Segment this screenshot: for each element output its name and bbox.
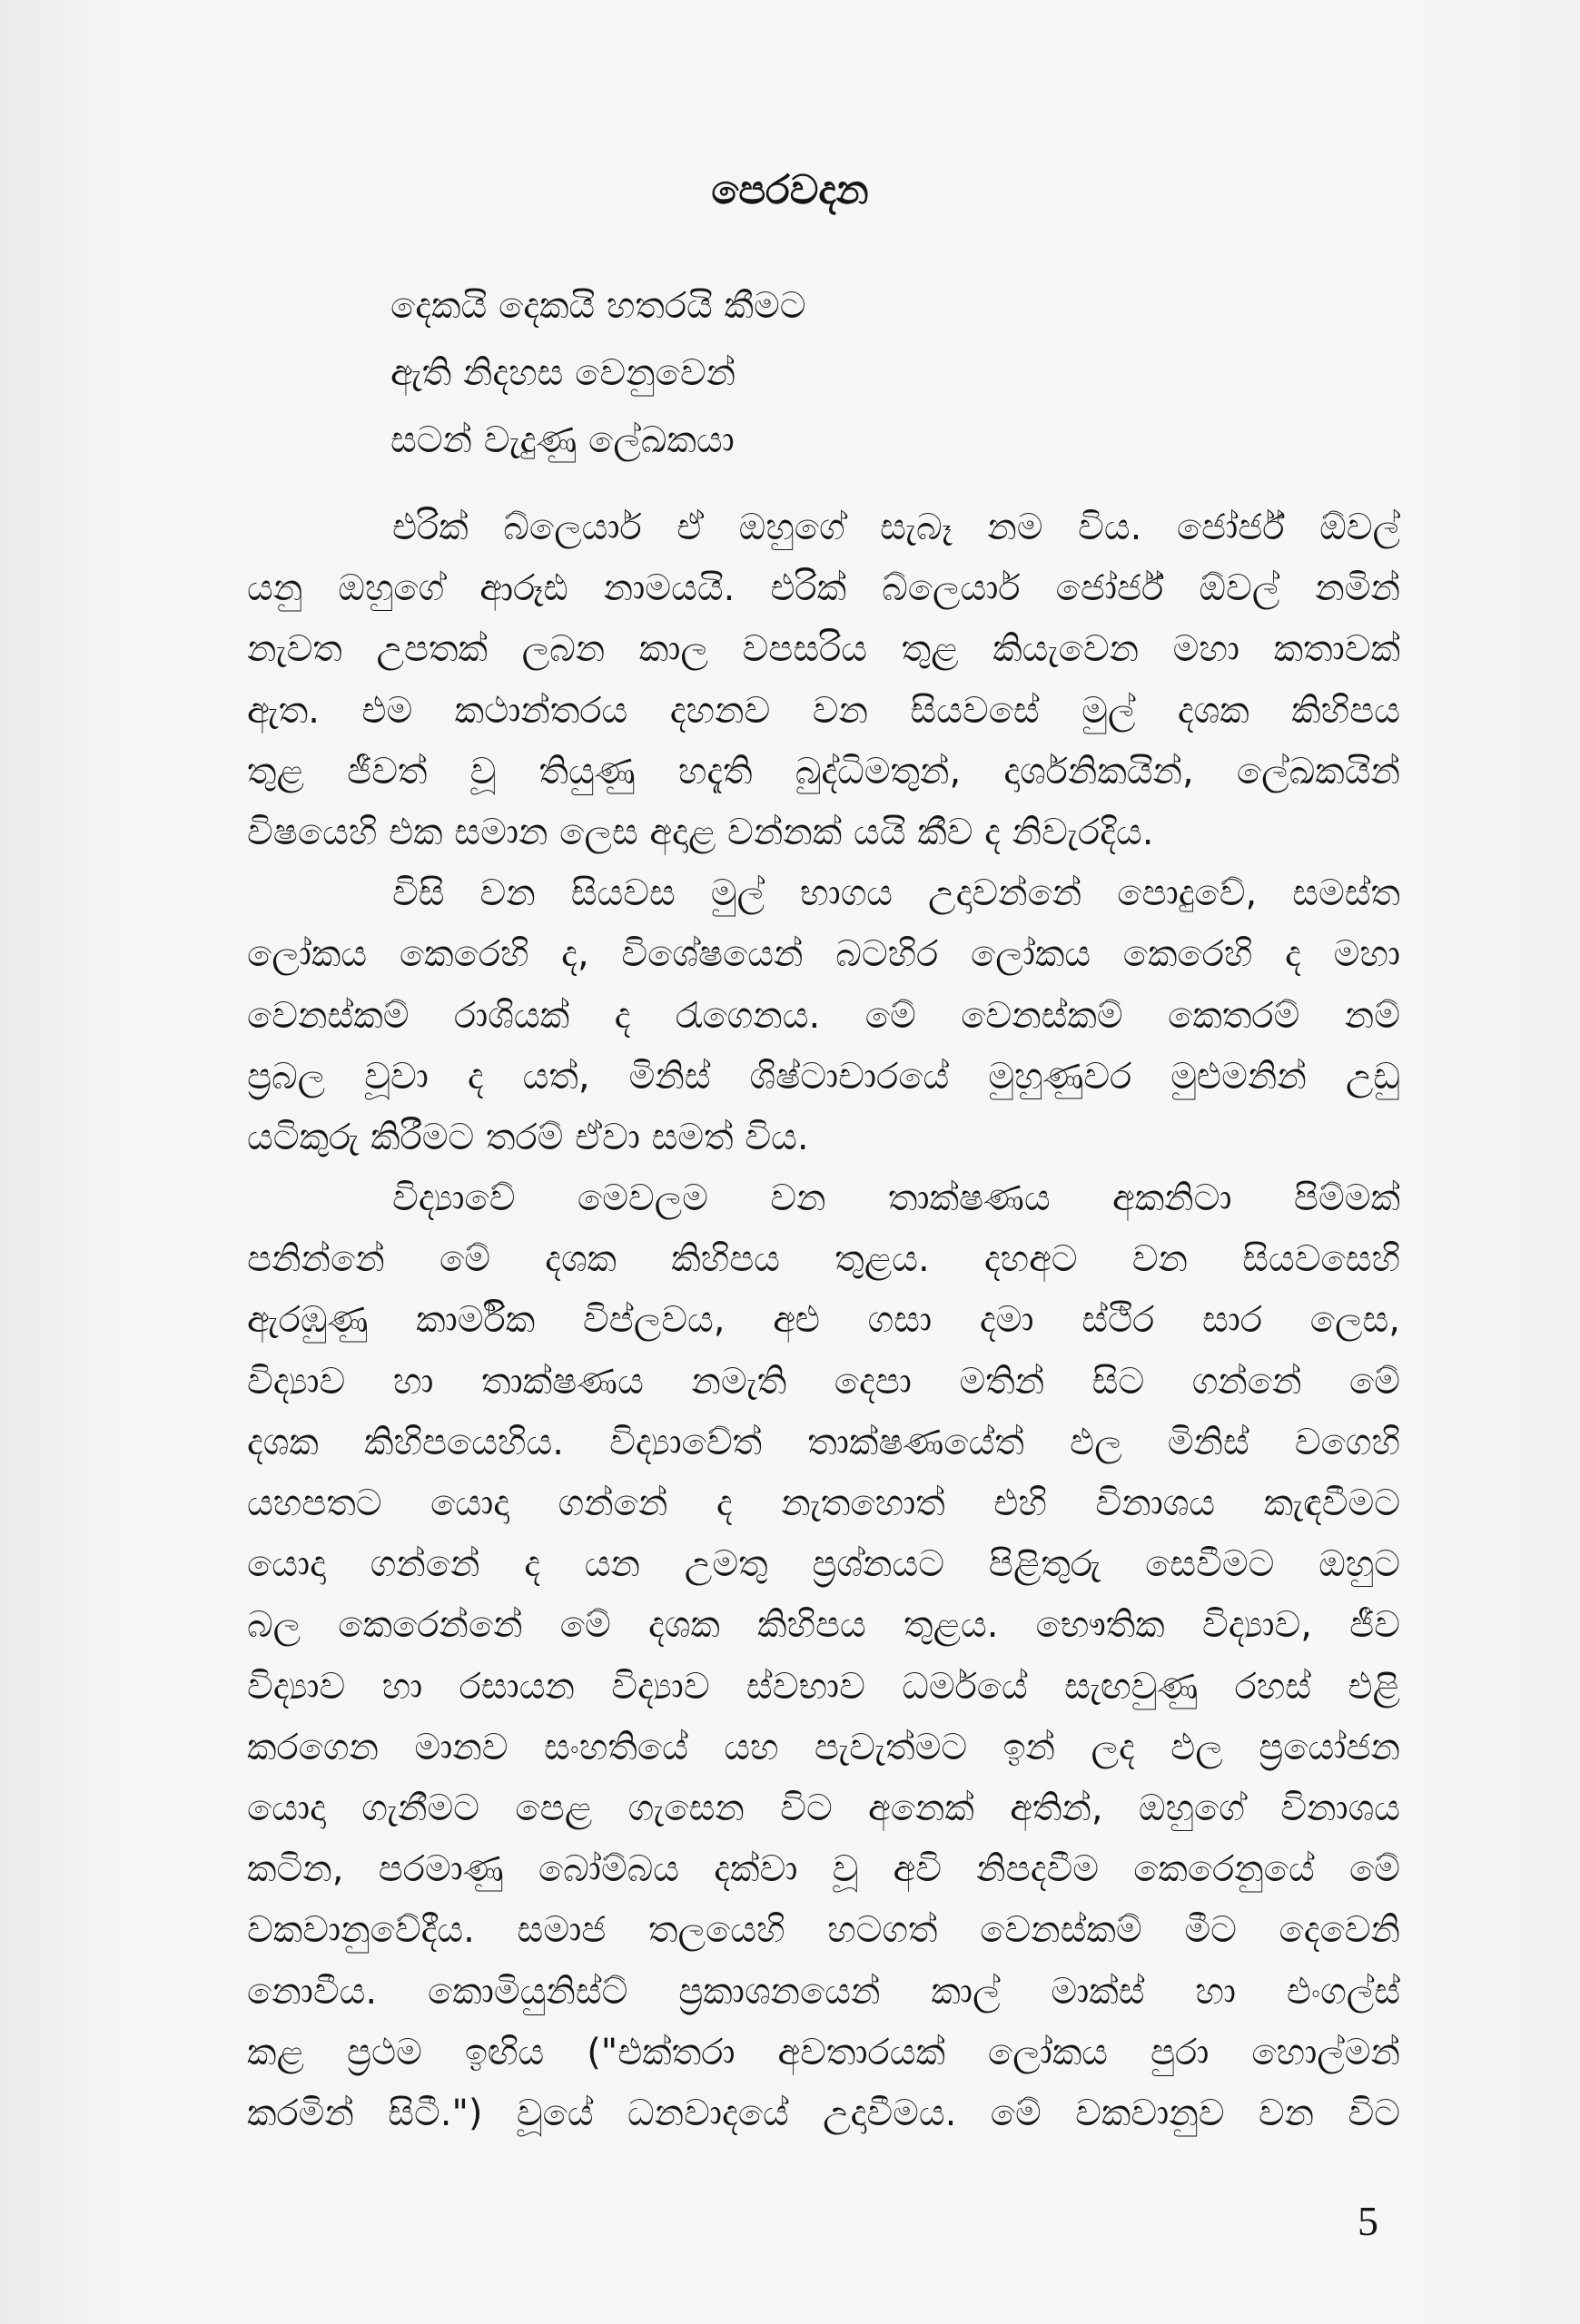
text-line: යටිකුරු කිරීමට තරම් ඒවා සමත් විය. [247,1116,809,1158]
text-line: ඇරඹුණු කාර්මික විප්ලවය, අළු ගසා දමා ස්ථිර සාර ලෙස, [247,1299,1400,1342]
text-line: එරික් බ්ලෙයාර් ඒ ඔහුගේ සැබෑ නම විය. ජෝර්ජ් ඕවල් [392,507,1400,548]
text-line: කරමින් සිටී.") වූයේ ධනවාදයේ උදාවීමය. මේ වකවානුව වන විට [247,2092,1400,2134]
text-line: යනු ඔහුගේ ආරූඪ නාමයයි. එරික් බ්ලෙයාර් ජෝර්ජ් ඕවල් නමින් [247,567,1400,610]
text-line: ප්‍රබල වූවා ද යත්, මිනිස් ශිෂ්ටාචාරයේ මුහුණුවර මුළුමනින් උඩු [247,1055,1400,1098]
paragraph-1 [247,497,1400,863]
page-number: 5 [1358,2198,1378,2244]
text-line: යහපතට යොදා ගන්නේ ද නැතහොත් එහි විනාශය කැඳවීමට [247,1482,1400,1524]
text-line: බල කෙරෙන්නේ මේ දශක කිහිපය තුළය. භෞතික විද්‍යාව, ජීව [247,1604,1400,1647]
text-line: කළ ප්‍රථම ඉඟිය ("එක්තරා අවතාරයක් ලෝකය පුරා හොල්මන් [247,2031,1400,2073]
page-title: පෙරවදන [711,167,869,213]
text-line: විද්‍යාවේ මෙවලම වන තාක්ෂණය අකනිටා පිම්මක් [392,1177,1400,1220]
poem-line: ඇති නිදහස වෙනුවෙන් [390,352,736,394]
text-line: ඇත. එම කථාන්තරය දහනව වන සියවසේ මුල් දශක කිහිපය [247,689,1400,732]
text-line: විද්‍යාව හා තාක්ෂණය නමැති දෙපා මතින් සිට ගන්නේ මේ [247,1360,1400,1403]
paragraph-2 [247,863,1400,1168]
text-line: කටින, පරමාණු බෝම්බය දක්වා වූ අවි නිපදවීම කෙරෙනුයේ මේ [247,1848,1400,1891]
body-text [247,497,1400,2144]
text-line: විෂයෙහි එක සමාන ලෙස අදාළ වන්නක් යයි කීව ද නිවැරදිය. [247,811,1154,853]
text-line: යොදා ගන්නේ ද යන උමතු ප්‍රශ්නයට පිළිතුරු සෙවීමට ඔහුට [247,1543,1400,1586]
text-line: කරගෙන මානව සංහතියේ යහ පැවැත්මට ඉන් ලද ඵල ප්‍රයෝජන [247,1726,1400,1768]
text-line: යොදා ගැනීමට පෙළ ගැසෙන විට අනෙක් අතින්, ඔහුගේ විනාශය [247,1787,1400,1829]
text-line: නොවීය. කොමියුනිස්ට් ප්‍රකාශනයෙන් කාල් මාක්ස් හා එංගල්ස් [247,1970,1400,2013]
text-line: පනින්නේ මේ දශක කිහිපය තුළය. දහඅට වන සියවසෙහි [247,1238,1400,1281]
text-line: වකවානුවේදීය. සමාජ තලයෙහි හටගත් වෙනස්කම් මීට දෙවෙනි [247,1909,1400,1952]
text-line: විද්‍යාව හා රසායන විද්‍යාව ස්වභාව ධර්මයේ සැඟවුණු රහස් එළි [247,1665,1400,1708]
text-line: දශක කිහිපයෙහිය. විද්‍යාවේත් තාක්ෂණයේත් ඵල මිනිස් වගෙහි [247,1421,1400,1463]
poem-line: සටන් වැදුණු ලේඛකයා [390,419,735,461]
text-line: තුළ ජීවත් වූ තියුණු හදැති බුද්ධිමතුන්, දාර්ශනිකයින්, ලේඛකයින් [247,750,1400,793]
text-line: නැවත උපතක් ලබන කාල වපසරිය තුළ කියැවෙන මහා කතාවක් [247,628,1400,671]
text-line: විසි වන සියවස මුල් භාගය උදාවන්නේ පොදුවේ, සමස්ත [392,872,1400,915]
poem-line: දෙකයි දෙකයි හතරයි කීමට [390,285,806,327]
epigraph-poem [390,272,1208,474]
paragraph-3 [247,1168,1400,2144]
text-line: ලෝකය කෙරෙහි ද, විශේෂයෙන් බටහිර ලෝකය කෙරෙහි ද මහා [247,933,1400,976]
text-line: වෙනස්කම් රාශියක් ද රැගෙනය. මේ වෙනස්කම් කෙතරම් නම් [247,994,1400,1037]
